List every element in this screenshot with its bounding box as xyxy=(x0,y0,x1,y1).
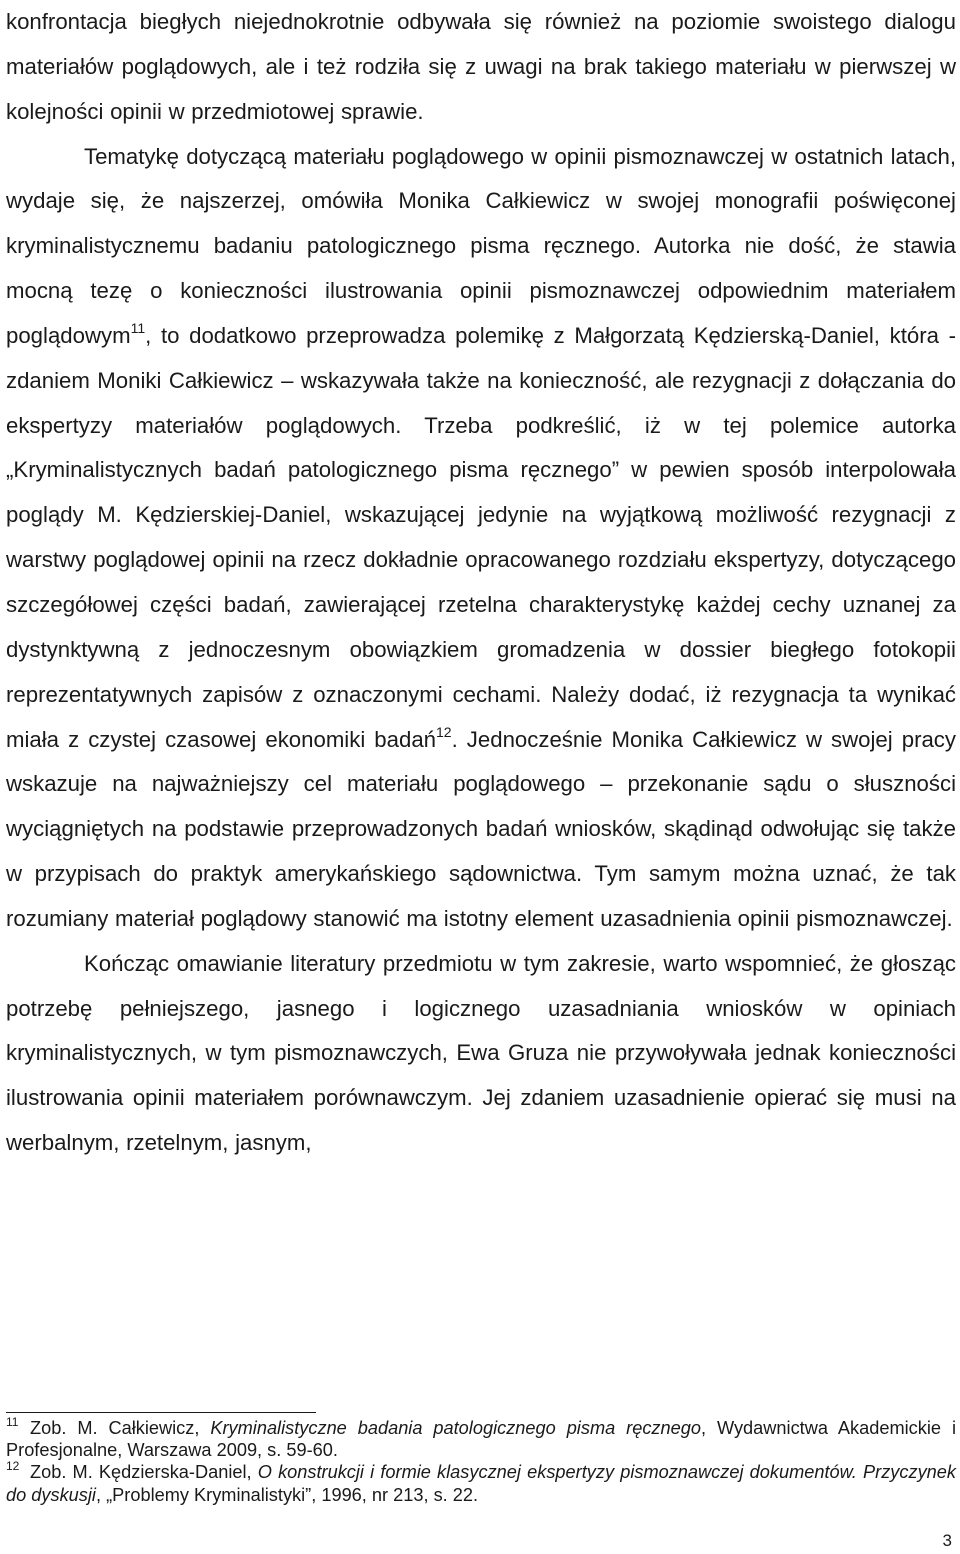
footnote-separator xyxy=(6,1412,316,1413)
footnote-12: $^{12}$ Zob. M. Kędzierska-Daniel, O konstrukcji i formie klasycznej ekspertyzy pismoznawczej dokumentów. Przyczynek do dyskusji, „Problemy Kryminalistyki”, 1996, nr 213, s. 22. xyxy=(6,1459,956,1505)
page-number: 3 xyxy=(942,1531,952,1550)
paragraph-2-text-c: . Jednocześnie Monika Całkiewicz w swojej pracy wskazuje na najważniejszy cel materiału poglądowego – przekonanie sądu o słuszności wyciągniętych na podstawie przeprowadzonych badań wniosków, skądinąd odwołując się także w przypisach do praktyk amerykańskiego sądownictwa. Tym samym można uznać, że tak rozumiany materiał poglądowy stanowić ma istotny element uzasadnienia opinii pismoznawczej. xyxy=(6,726,956,931)
paragraph-2 xyxy=(6,135,956,942)
footnote-title: Kryminalistyczne badania patologicznego pisma ręcznego xyxy=(210,1418,701,1438)
footnote-ref-11[interactable]: 11 xyxy=(130,319,146,336)
footnotes xyxy=(6,1412,956,1506)
paragraph-3-text: Kończąc omawianie literatury przedmiotu w tym zakresie, warto wspomnieć, że głosząc potrzebę pełniejszego, jasnego i logicznego uzasadniania wniosków w opiniach kryminalistycznych, w tym pismoznawczych, Ewa Gruza nie przywoływała jednak konieczności ilustrowania opinii materiałem porównawczym. Jej zdaniem uzasadnienie opierać się musi na werbalnym, rzetelnym, jasnym, xyxy=(6,950,956,1156)
footnote-suffix: , „Problemy Kryminalistyki”, 1996, nr 213, s. 22. xyxy=(95,1484,479,1505)
paragraph-1 xyxy=(6,0,956,135)
footnote-title: O konstrukcji i formie klasycznej ekspertyzy pismoznawczej dokumentów. Przyczynek do dyskusji xyxy=(6,1462,956,1505)
footnote-suffix: , Wydawnictwa Akademickie i Profesjonalne, Warszawa 2009, s. 59-60. xyxy=(6,1418,956,1461)
footnote-prefix: Zob. M. Kędzierska-Daniel, xyxy=(30,1462,258,1483)
paragraph-2-text-a: Tematykę dotyczącą materiału poglądowego w opinii pismoznawczej w ostatnich latach, wydaje się, że najszerzej, omówiła Monika Całkiewicz w swojej monografii poświęconej kryminalistycznemu badaniu patologicznego pisma ręcznego. Autorka nie dość, że stawia mocną tezę o konieczności ilustrowania opinii pismoznawczej odpowiednim materiałem poglądowym xyxy=(6,143,956,348)
footnote-ref-12[interactable]: 12 xyxy=(436,723,452,740)
paragraph-1-text: konfrontacja biegłych niejednokrotnie odbywała się również na poziomie swoistego dialogu materiałów poglądowych, ale i też rodziła się z uwagi na brak takiego materiału w pierwszej w kolejności opinii w przedmiotowej sprawie. xyxy=(6,9,956,124)
paragraph-3 xyxy=(6,942,956,1166)
paragraph-2-text-b: , to dodatkowo przeprowadza polemikę z Małgorzatą Kędzierską-Daniel, która - zdaniem Moniki Całkiewicz – wskazywała także na konieczność, ale rezygnacji z dołączania do ekspertyzy materiałów poglądowych. Trzeba podkreślić, iż w tej polemice autorka „Kryminalistycznych badań patologicznego pisma ręcznego” w pewien sposób interpolowała poglądy M. Kędzierskiej-Daniel, wskazującej jedynie na wyjątkową możliwość rezygnacji z warstwy poglądowej opinii na rzecz dokładnie opracowanego rozdziału ekspertyzy, dotyczącego szczegółowej części badań, zawierającej rzetelna charakterystykę każdej cechy uznanej za dystynktywną z jednoczesnym obowiązkiem gromadzenia w dossier biegłego fotokopii reprezentatywnych zapisów z oznaczonymi cechami. Należy dodać, iż rezygnacja ta wynikać miała z czystej czasowej ekonomiki badań xyxy=(6,322,956,752)
footnote-prefix: Zob. M. Całkiewicz, xyxy=(30,1418,211,1438)
footnote-11: $^{11}$ Zob. M. Całkiewicz, Kryminalistyczne badania patologicznego pisma ręcznego, Wydawnictwa Akademickie i Profesjonalne, Warszawa 2009, s. 59-60. xyxy=(6,1415,956,1461)
document-page xyxy=(6,0,956,1505)
main-text xyxy=(6,0,956,1166)
